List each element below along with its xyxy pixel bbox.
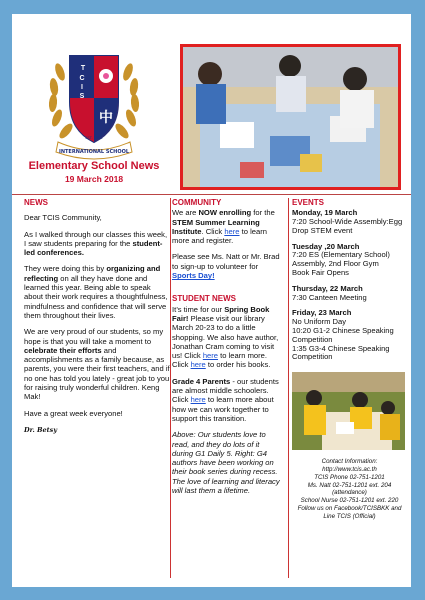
news-greeting: Dear TCIS Community, [24,213,102,223]
contact-information [292,458,407,520]
logo-chinese-char: 中 [99,110,113,126]
student-news-heading: STUDENT NEWS [172,294,236,304]
news-paragraph-2: They were doing this by organizing and reflecting on all they have done and learned this year. Being able to speak about their work requires a thoughtfulness, mindfulness and confidence that will serve them throughout their lives. [24,264,168,320]
signature: Dr. Betsy [24,425,58,434]
student-news-paragraph-1: It’s time for our Spring Book Fair! Please visit our library March 20-23 to do a little shopping. We also have author, Jonathan Cram coming to visit us! Click here to learn more. Click here to order his books. [172,304,279,370]
community-paragraph-2: Please see Ms. Natt or Mr. Brad to sign-up to volunteer for Sports Day! [172,252,280,281]
event-item [292,309,407,362]
author-info-link[interactable]: here [202,351,219,361]
newsletter-title: Elementary School News [28,160,160,172]
event-line: 7:20 School-Wide Assembly:Egg Drop STEM event [292,217,403,235]
event-line: 7:30 Canteen Meeting [292,292,367,302]
contact-line: Contact Information: [321,458,378,466]
community-column [172,198,282,502]
newsletter-page [12,14,411,587]
classroom-photo [180,44,401,190]
column-divider-1 [170,198,171,578]
photo-caption: Above: Our students love to read, and they do lots of it during G1 Daily 5. Right: G4 authors have been working on their book series during recess. The love of learning and literacy will last them a lifetime. [172,430,280,496]
header-divider [12,194,411,195]
event-item [292,243,407,278]
svg-text:I: I [81,84,83,91]
event-day: Friday, 23 March [292,308,352,318]
news-closing: Have a great week everyone! [24,408,123,418]
contact-line: TCIS Phone 02-751-1201 [314,473,385,481]
order-books-link[interactable]: here [190,360,206,370]
events-column [292,198,407,521]
event-item [292,285,407,303]
news-heading: NEWS [24,198,48,207]
contact-line: School Nurse 02-751-1201 ext. 220 [300,497,399,505]
svg-text:S: S [79,93,85,100]
event-line: 7:20 ES (Elementary School) Assembly, 2nd Floor Gym [292,250,390,269]
community-heading: COMMUNITY [172,198,222,207]
event-day: Monday, 19 March [292,208,358,218]
contact-line: Ms. Natt 02-751-1201 ext. 204 (attendance) [307,481,392,497]
event-item [292,209,407,235]
school-logo [40,42,148,162]
news-column [24,198,170,435]
column-divider-2 [288,198,289,578]
logo-ribbon-text: INTERNATIONAL SCHOOL [58,149,130,155]
newsletter-date: 19 March 2018 [64,174,124,184]
students-photo [292,372,405,450]
event-line: 10:20 G1-2 Chinese Speaking Competition [292,326,394,344]
logo-letter-t: T [80,65,86,72]
event-line: No Uniform Day [292,317,347,327]
sports-day-link[interactable]: Sports Day! [172,271,215,281]
news-paragraph-1: As I walked through our classes this week, I saw students preparing for the student-led conferences. [24,229,168,258]
contact-line: Follow us on Facebook/TCISBKK and Line TCIS (Official) [297,505,402,520]
event-line: Book Fair Opens [292,268,349,278]
event-day: Tuesday ,20 March [292,241,360,251]
grade4-transition-link[interactable]: here [190,395,206,405]
news-paragraph-3: We are very proud of our students, so my hope is that you will take a moment to celebrate their efforts and accomplishments as a family because, as parents, you were their first teachers, and if no one has told you lately - great job to you for raising truly wonderful children. Keng Mak! [24,327,170,402]
event-line: 1:35 G3-4 Chinese Speaking Competition [292,343,390,362]
contact-line: http://www.tcis.ac.th [322,466,377,474]
logo-est-text: EST. 1990 [85,136,103,140]
event-day: Thursday, 22 March [292,283,363,293]
student-news-paragraph-2: Grade 4 Parents - our students are almost middle schoolers. Click here to learn more about how we can work together to support this transition. [172,376,279,423]
events-heading: EVENTS [292,198,325,207]
svg-text:C: C [79,75,85,82]
community-paragraph-1: We are NOW enrolling for the STEM Summer Learning Institute. Click here to learn more and register. [172,208,275,246]
stem-register-link[interactable]: here [224,226,240,236]
